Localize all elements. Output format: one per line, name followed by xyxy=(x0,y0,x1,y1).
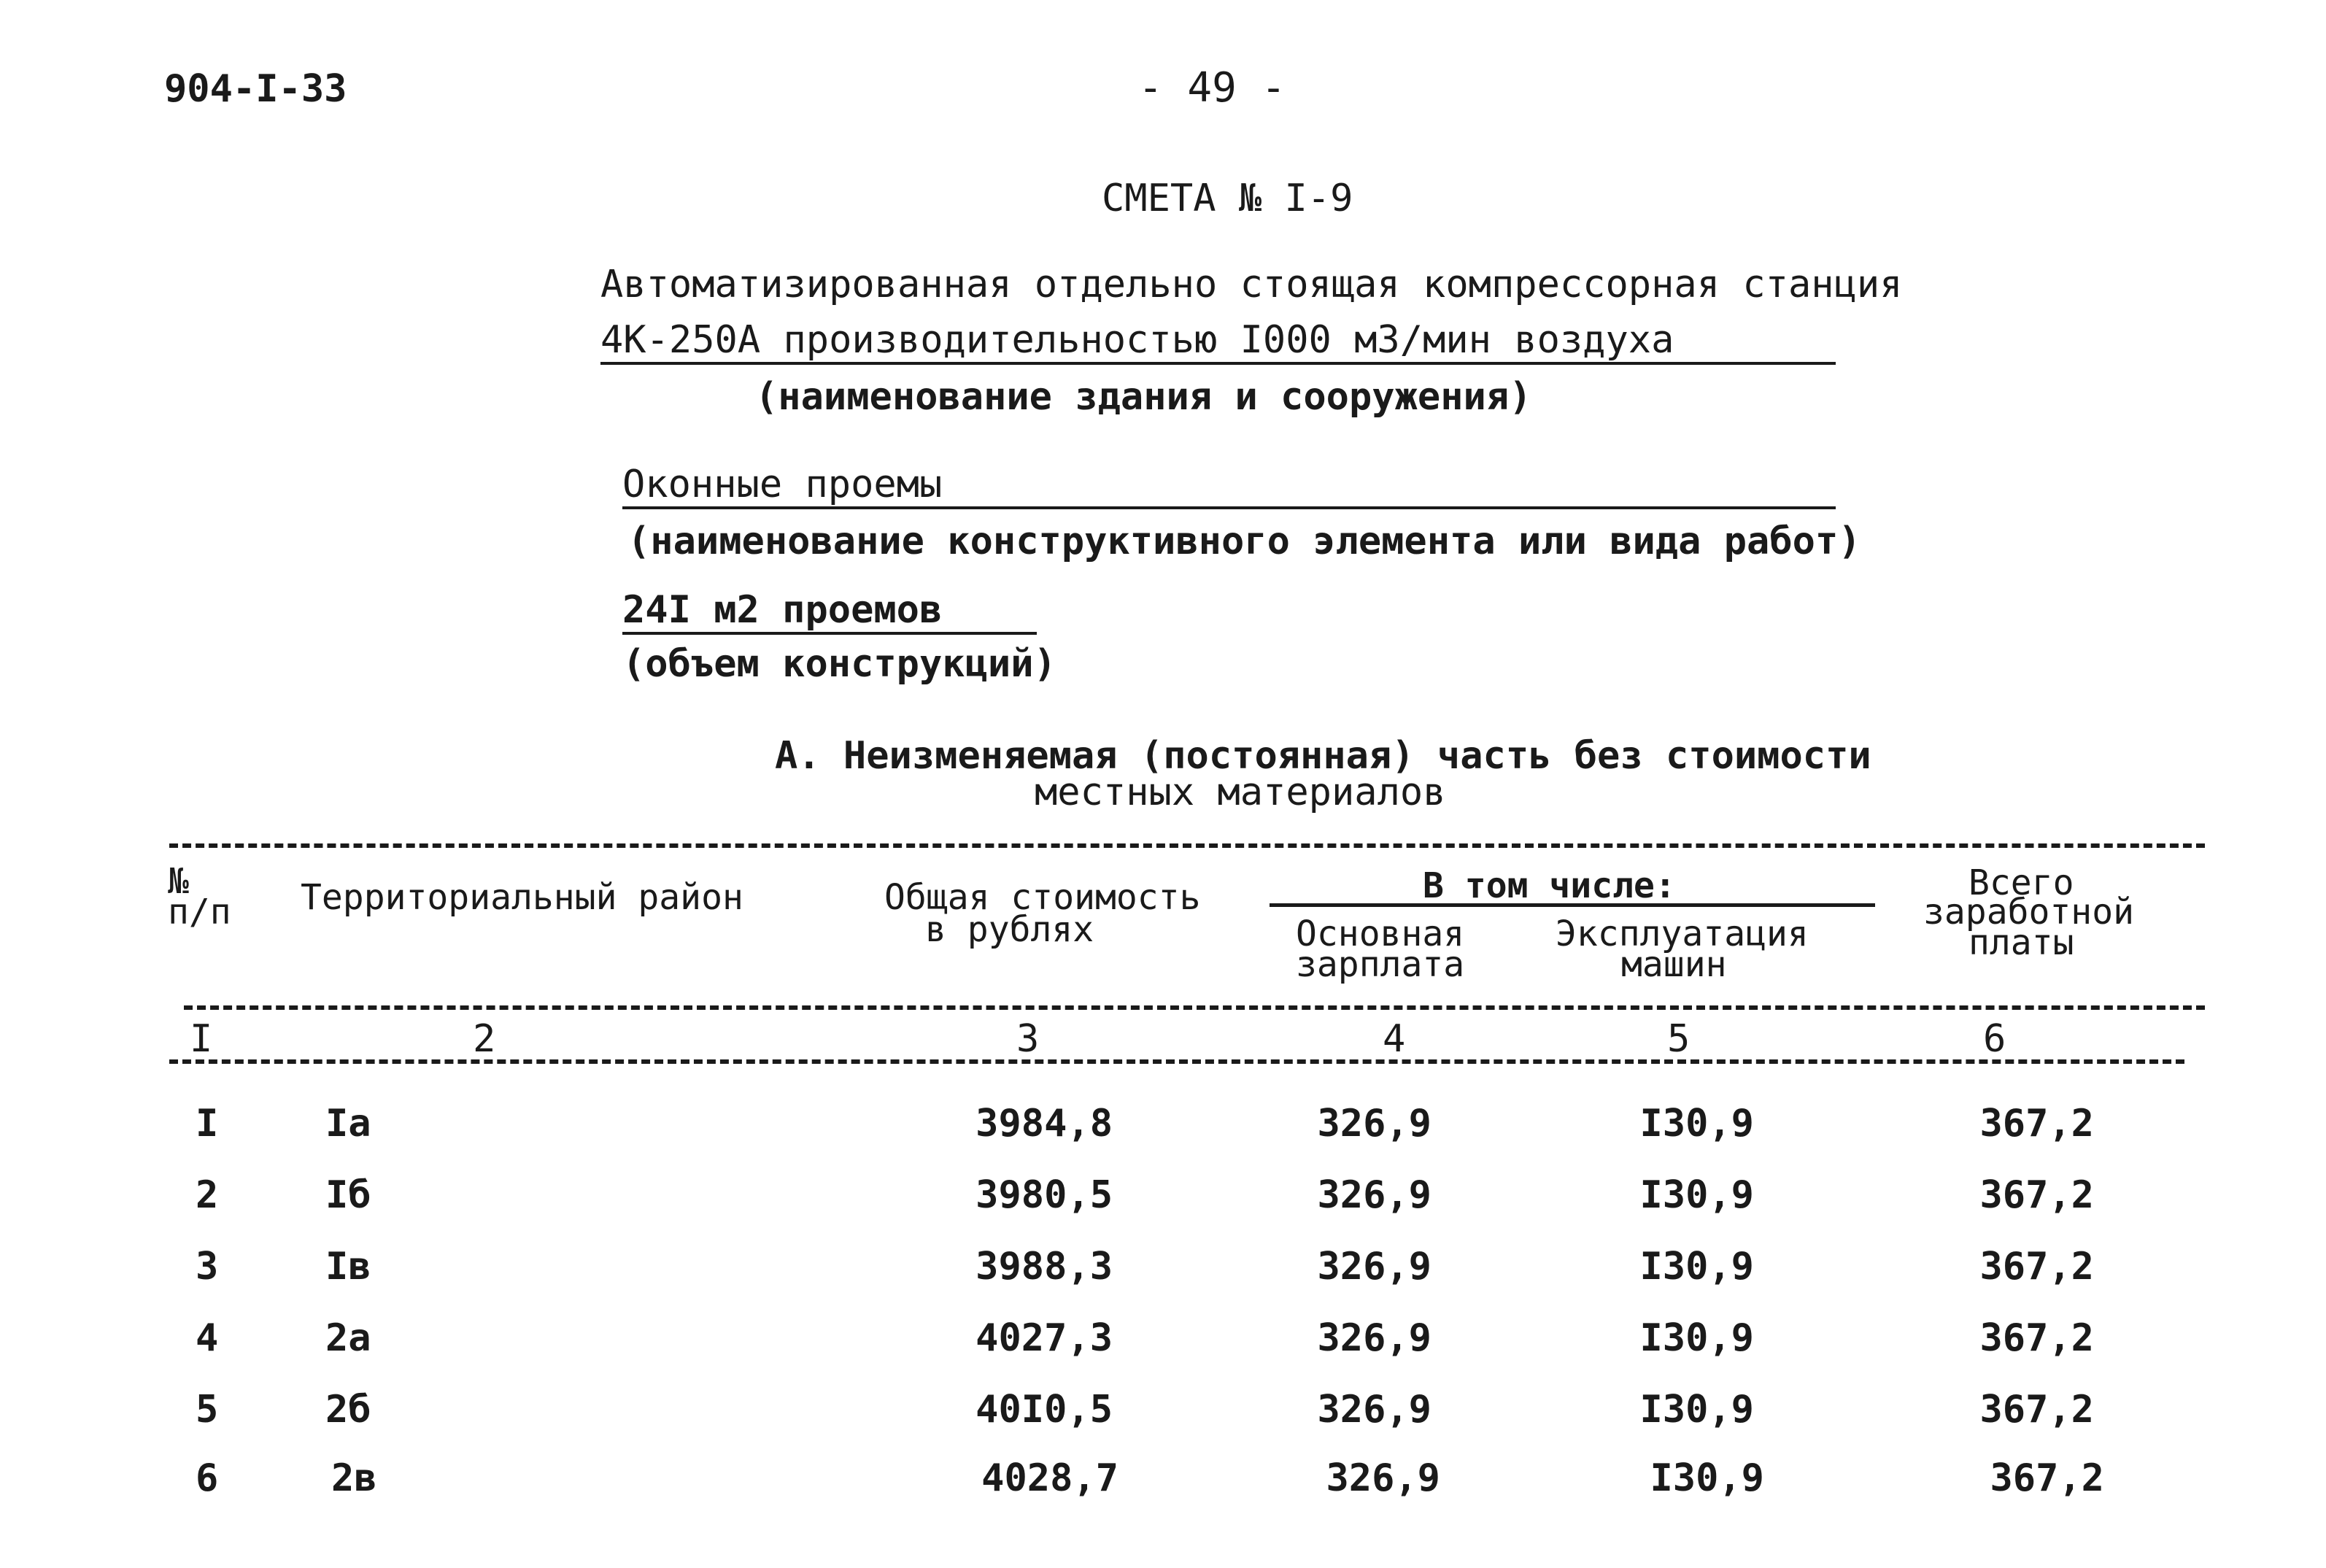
row-region: Iв xyxy=(325,1245,371,1289)
header-salary-line2: зарплата xyxy=(1296,944,1465,985)
document-code: 904-I-33 xyxy=(164,67,347,111)
header-wages-line2: заработной xyxy=(1923,892,2134,932)
header-bottom-rule xyxy=(184,1005,2205,1010)
row-total-cost: 4027,3 xyxy=(975,1316,1113,1360)
row-total-cost: 3988,3 xyxy=(975,1245,1113,1289)
row-machines: I30,9 xyxy=(1639,1316,1754,1360)
header-total-cost-line1: Общая стоимость xyxy=(884,877,1201,918)
row-total-cost: 3984,8 xyxy=(975,1102,1113,1146)
row-num: 4 xyxy=(196,1316,219,1360)
column-numbers-rule xyxy=(169,1059,2184,1064)
volume: 24I м2 проемов xyxy=(622,588,1037,635)
row-region: 2а xyxy=(325,1316,371,1360)
header-num-line1: № xyxy=(168,861,189,902)
row-wages: 367,2 xyxy=(1979,1316,2094,1360)
header-wages-line1: Всего xyxy=(1968,862,2074,903)
column-number-6: 6 xyxy=(1983,1017,2006,1061)
building-name-line2: 4К-250А производительностью I000 м3/мин воздуха xyxy=(600,318,1836,365)
row-num: 6 xyxy=(196,1456,219,1500)
header-region: Территориальный район xyxy=(301,877,743,918)
estimate-title: СМЕТА № I-9 xyxy=(1102,177,1353,220)
page-number: - 49 - xyxy=(1138,64,1286,112)
header-wages-line3: платы xyxy=(1968,922,2074,963)
row-salary: 326,9 xyxy=(1317,1388,1431,1432)
table-top-rule xyxy=(169,843,2205,848)
column-number-5: 5 xyxy=(1667,1017,1691,1061)
row-region: Iб xyxy=(325,1173,371,1217)
header-salary-line1: Основная xyxy=(1296,914,1465,954)
section-title-line2: местных материалов xyxy=(1035,771,1446,814)
row-wages: 367,2 xyxy=(1979,1388,2094,1432)
volume-caption: (объем конструкций) xyxy=(622,642,1056,686)
section-title-line1: А. Неизменяемая (постоянная) часть без стоимости xyxy=(775,734,1871,778)
row-wages: 367,2 xyxy=(1979,1173,2094,1217)
row-salary: 326,9 xyxy=(1326,1456,1440,1500)
building-caption: (наименование здания и сооружения) xyxy=(755,375,1532,419)
header-machines-line1: Эксплуатация xyxy=(1556,914,1809,954)
row-wages: 367,2 xyxy=(1979,1245,2094,1289)
element-name: Оконные проемы xyxy=(622,463,1836,509)
row-total-cost: 3980,5 xyxy=(975,1173,1113,1217)
row-salary: 326,9 xyxy=(1317,1173,1431,1217)
column-number-3: 3 xyxy=(1016,1017,1040,1061)
row-num: 3 xyxy=(196,1245,219,1289)
row-region: Iа xyxy=(325,1102,371,1146)
row-region: 2в xyxy=(331,1456,377,1500)
column-number-4: 4 xyxy=(1383,1017,1406,1061)
header-total-cost-line2: в рублях xyxy=(925,909,1094,950)
row-machines: I30,9 xyxy=(1650,1456,1764,1500)
row-total-cost: 4028,7 xyxy=(981,1456,1118,1500)
row-machines: I30,9 xyxy=(1639,1245,1754,1289)
header-machines-line2: машин xyxy=(1621,944,1727,985)
building-name-line1: Автоматизированная отдельно стоящая компрессорная станция xyxy=(600,263,1903,306)
header-num-line2: п/п xyxy=(168,892,231,932)
header-including: В том числе: xyxy=(1423,865,1676,906)
row-wages: 367,2 xyxy=(1990,1456,2104,1500)
row-machines: I30,9 xyxy=(1639,1102,1754,1146)
row-num: 5 xyxy=(196,1388,219,1432)
row-region: 2б xyxy=(325,1388,371,1432)
row-num: I xyxy=(196,1102,219,1146)
column-number-2: 2 xyxy=(473,1017,496,1061)
element-caption: (наименование конструктивного элемента или вида работ) xyxy=(627,520,1861,563)
row-salary: 326,9 xyxy=(1317,1102,1431,1146)
row-machines: I30,9 xyxy=(1639,1388,1754,1432)
row-salary: 326,9 xyxy=(1317,1245,1431,1289)
row-num: 2 xyxy=(196,1173,219,1217)
row-wages: 367,2 xyxy=(1979,1102,2094,1146)
row-total-cost: 40I0,5 xyxy=(975,1388,1113,1432)
header-including-rule xyxy=(1270,903,1875,907)
row-machines: I30,9 xyxy=(1639,1173,1754,1217)
column-number-1: I xyxy=(190,1017,213,1061)
row-salary: 326,9 xyxy=(1317,1316,1431,1360)
